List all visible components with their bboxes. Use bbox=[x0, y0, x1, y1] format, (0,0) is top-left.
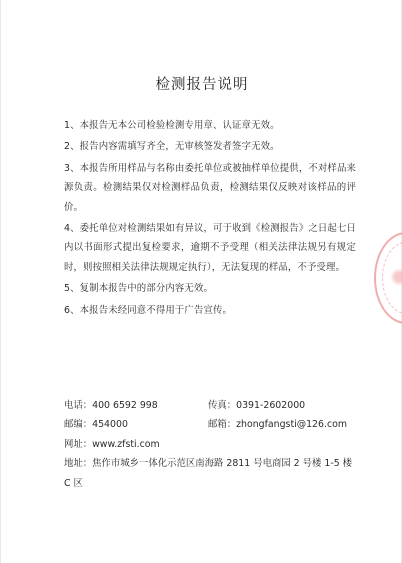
website-text: 网址：www.zfsti.com bbox=[64, 438, 160, 450]
contact-info bbox=[64, 396, 356, 493]
phone-text: 电话：400 6592 998 bbox=[64, 400, 158, 411]
terms-list bbox=[64, 116, 356, 322]
term-item: 4、委托单位对检测结果如有异议，可于收到《检测报告》之日起七日内以书面形式提出复检要求，逾期不予受理（相关法律法规另有规定时，则按照相关法律法规规定执行），无法复现的样品，不予受理。 bbox=[64, 223, 356, 273]
contact-row-postcode-email bbox=[64, 415, 356, 434]
partial-seal-stamp bbox=[374, 232, 402, 324]
address-text: 地址：焦作市城乡一体化示范区南海路 2811 号电商园 2 号楼 1-5 楼 C 区 bbox=[64, 458, 353, 489]
term-item: 1、本报告无本公司检验检测专用章、认证章无效。 bbox=[64, 120, 280, 131]
postcode-text: 邮编：454000 bbox=[64, 419, 128, 431]
fax-text: 传真：0391-2602000 bbox=[208, 400, 306, 411]
term-item: 6、本报告未经同意不得用于广告宣传。 bbox=[64, 304, 233, 316]
contact-row-website bbox=[64, 435, 356, 454]
seal-mark bbox=[390, 268, 402, 286]
term-item: 2、报告内容需填写齐全，无审核签发者签字无效。 bbox=[64, 141, 280, 153]
page-title: 检测报告说明 bbox=[155, 77, 249, 93]
term-item: 3、本报告所用样品与名称由委托单位或被抽样单位提供，不对样品来源负责。检测结果仅对检测样品负责，检测结果仅反映对该样品的评价。 bbox=[64, 162, 356, 213]
email-text: 邮箱：zhongfangsti@126.com bbox=[208, 419, 347, 431]
contact-row-phone-fax bbox=[64, 396, 356, 415]
term-item: 5、复制本报告中的部分内容无效。 bbox=[64, 283, 213, 295]
